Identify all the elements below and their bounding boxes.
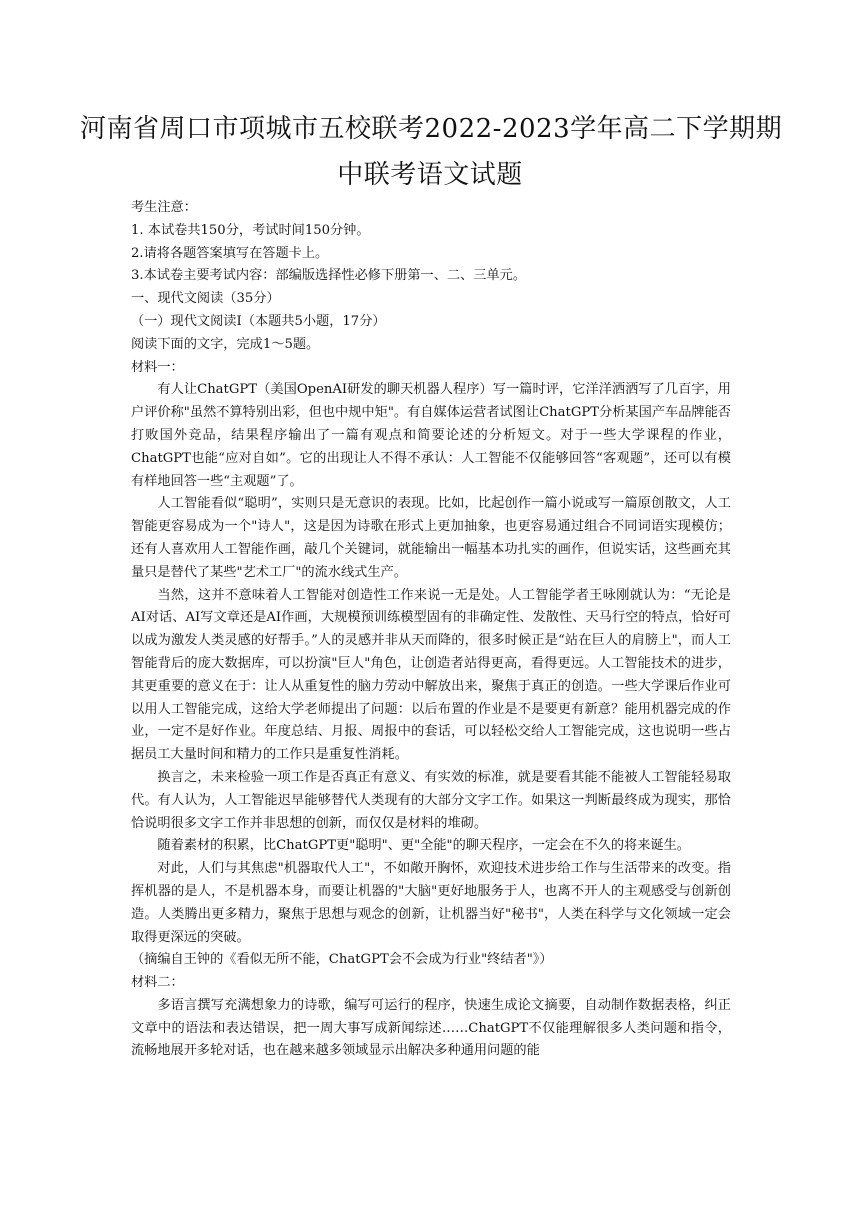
material-1-paragraph-3: 当然，这并不意味着人工智能对创造性工作来说一无是处。人工智能学者王咏刚就认为：“无论是AI对话、AI写文章还是AI作画，大规模预训练模型固有的非确定性、发散性、天马行空的特点，恰好可以成为激发人类灵感的好帮手。”人的灵感并非从天而降的，很多时候正是“站在巨人的肩膀上"，而人工智能背后的庞大数据库，可以扮演"巨人"角色，让创造者站得更高，看得更远。人工智能技术的进步，其更重要的意义在于：让人从重复性的脑力劳动中解放出来，聚焦于真正的创造。一些大学课后作业可以用人工智能完成，这给大学老师提出了问题：以后布置的作业是不是要更有新意？能用机器完成的作业，一定不是好作业。年度总结、月报、周报中的套话，可以轻松交给人工智能完成，这也说明一些占据员工大量时间和精力的工作只是重复性消耗。 [131,587,731,763]
notice-item-2: 2.请将各题答案填写在答题卡上。 [131,245,329,261]
material-1-paragraph-6: 对此，人们与其焦虑"机器取代人工"，不如敞开胸怀，欢迎技术进步给工作与生活带来的改变。指挥机器的是人，不是机器本身，而要让机器的"大脑"更好地服务于人，也离不开人的主观感受与创新创造。人类腾出更多精力，聚焦于思想与观念的创新，让机器当好"秘书"，人类在科学与文化领域一定会取得更深远的突破。 [131,861,731,945]
document-title-line-1: 河南省周口市项城市五校联考2022-2023学年高二下学期期 [80,114,783,144]
reading-instruction: 阅读下面的文字，完成1～5题。 [131,336,320,352]
material-1-source: （摘编自王钟的《看似无所不能，ChatGPT会不会成为行业"终结者"》） [131,952,553,968]
notice-item-1: 1. 本试卷共150分，考试时间150分钟。 [131,222,370,238]
section-heading: 一、现代文阅读（35分） [131,291,280,307]
notice-item-3: 3.本试卷主要考试内容：部编版选择性必修下册第一、二、三单元。 [131,268,527,284]
material-1-label: 材料一： [131,359,184,375]
material-1-paragraph-5: 随着素材的积累，比ChatGPT更"聪明"、更"全能"的聊天程序，一定会在不久的将来诞生。 [157,838,690,854]
material-1-paragraph-1: 有人让ChatGPT（美国OpenAI研发的聊天机器人程序）写一篇时评，它洋洋洒洒写了几百字，用户评价称"虽然不算特别出彩，但也中规中矩"。有自媒体运营者试图让ChatGPT分析某国产车品牌能否打败国外竞品，结果程序输出了一篇有观点和简要论述的分析短文。对于一些大学课程的作业，ChatGPT也能“应对自如”。它的出现让人不得不承认：人工智能不仅能够回答“客观题”，还可以有模有样地回答一些“主观题”了。 [131,382,731,489]
document-body [131,197,731,1063]
notice-heading: 考生注意： [131,200,197,215]
section-subheading: （一）现代文阅读Ⅰ（本题共5小题，17分） [131,313,386,329]
material-2-label: 材料二： [131,975,184,991]
material-2-paragraph-1: 多语言撰写充满想象力的诗歌，编写可运行的程序，快速生成论文摘要，自动制作数据表格，纠正文章中的语法和表达错误，把一周大事写成新闻综述……ChatGPT不仅能理解很多人类问题和指令，流畅地展开多轮对话，也在越来越多领域显示出解决多种通用问题的能 [131,997,731,1059]
document-title-line-2: 中联考语文试题 [337,160,523,190]
material-1-paragraph-2: 人工智能看似“聪明”，实则只是无意识的表现。比如，比起创作一篇小说或写一篇原创散文，人工智能更容易成为一个"诗人"，这是因为诗歌在形式上更加抽象，也更容易通过组合不同词语实现模仿；还有人喜欢用人工智能作画，敲几个关键词，就能输出一幅基本功扎实的画作，但说实话，这些画充其量只是替代了某些"艺术工厂"的流水线式生产。 [131,496,731,580]
material-1-paragraph-4: 换言之，未来检验一项工作是否真正有意义、有实效的标准，就是要看其能不能被人工智能轻易取代。有人认为，人工智能迟早能够替代人类现有的大部分文字工作。如果这一判断最终成为现实，那恰恰说明很多文字工作并非思想的创新，而仅仅是材料的堆砌。 [131,769,731,831]
